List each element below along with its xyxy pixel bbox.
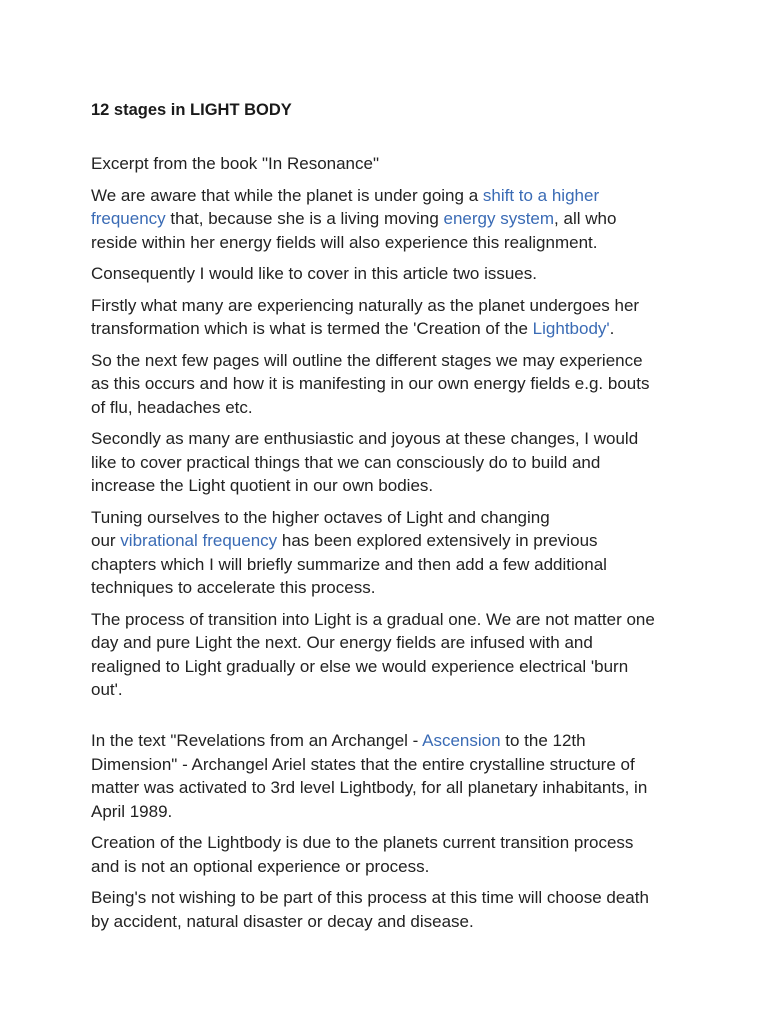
paragraph-beings [91,886,691,933]
text-line: realigned to Light gradually or else we would experience electrical 'burn [91,656,629,676]
link-lightbody[interactable]: Lightbody' [532,319,610,338]
text-line: as this occurs and how it is manifesting in our own energy fields e.g. bouts [91,374,650,393]
text-line: Firstly what many are experiencing naturally as the planet undergoes her [91,295,640,315]
text-line: out'. [91,680,123,699]
link-ascension[interactable]: Ascension [422,731,501,750]
paragraph-creation [91,831,691,878]
text-line: like to cover practical things that we can consciously do to build and [91,452,601,472]
paragraph-two-issues [91,262,691,286]
page-title: 12 stages in LIGHT BODY [91,101,292,119]
text-run: We are aware that while the planet is under going a [91,185,483,205]
text-line: increase the Light quotient in our own bodies. [91,476,434,495]
link-energy-system[interactable]: energy system [443,209,555,228]
text-line: Secondly as many are enthusiastic and joyous at these changes, I would [91,429,639,448]
text-run: to the 12th [500,731,586,750]
paragraph-revelations [91,729,691,823]
paragraph-stages [91,349,691,420]
text-line: Being's not wishing to be part of this process at this time will choose death [91,888,649,907]
text-run: , all who [554,209,617,228]
text-line: chapters which I will briefly summarize and then add a few additional [91,554,607,574]
paragraph-excerpt-source [91,152,691,176]
text-line [91,729,691,753]
text-run: . [609,319,615,338]
text-line: by accident, natural disaster or decay and disease. [91,911,474,931]
text-line: Creation of the Lightbody is due to the planets current transition process [91,833,634,852]
paragraph-transition [91,608,691,702]
text-line: The process of transition into Light is a gradual one. We are not matter one [91,609,655,629]
text-line [91,317,691,341]
text-run: In the text "Revelations from an Archangel - [91,731,423,750]
article-body-bottom [91,729,691,941]
text-line [91,529,691,553]
link-shift-to-higher-frequency[interactable]: shift to a higher [482,185,600,205]
text-line: Dimension" - Archangel Ariel states that the entire crystalline structure of [91,754,635,774]
text-line: techniques to accelerate this process. [91,578,376,597]
text-line [91,184,691,208]
paragraph-tuning [91,506,691,600]
text-line: reside within her energy fields will also experience this realignment. [91,232,598,252]
link-vibrational-frequency[interactable]: vibrational frequency [120,531,278,550]
paragraph-planet-shift [91,184,691,255]
paragraph-secondly [91,427,691,498]
article-body-top [91,152,691,710]
text-line: Consequently I would like to cover in this article two issues. [91,264,537,283]
text-line: April 1989. [91,801,173,821]
text-line: So the next few pages will outline the different stages we may experience [91,350,643,370]
text-line: day and pure Light the next. Our energy fields are infused with and [91,633,593,652]
text-line: and is not an optional experience or process. [91,856,430,876]
text-run: has been explored extensively in previous [277,531,598,550]
paragraph-firstly [91,294,691,341]
text-line: of flu, headaches etc. [91,397,253,417]
text-run: our [91,531,121,550]
text-line: matter was activated to 3rd level Lightbody, for all planetary inhabitants, in [91,778,648,797]
text-run: transformation which is what is termed the 'Creation of the [91,319,533,338]
link-shift-to-higher-frequency-cont[interactable]: frequency [91,209,166,228]
text-run: that, because she is a living moving [165,209,444,228]
text-line: Tuning ourselves to the higher octaves of Light and changing [91,507,550,527]
text-line [91,207,691,231]
text-line: Excerpt from the book "In Resonance" [91,154,379,173]
